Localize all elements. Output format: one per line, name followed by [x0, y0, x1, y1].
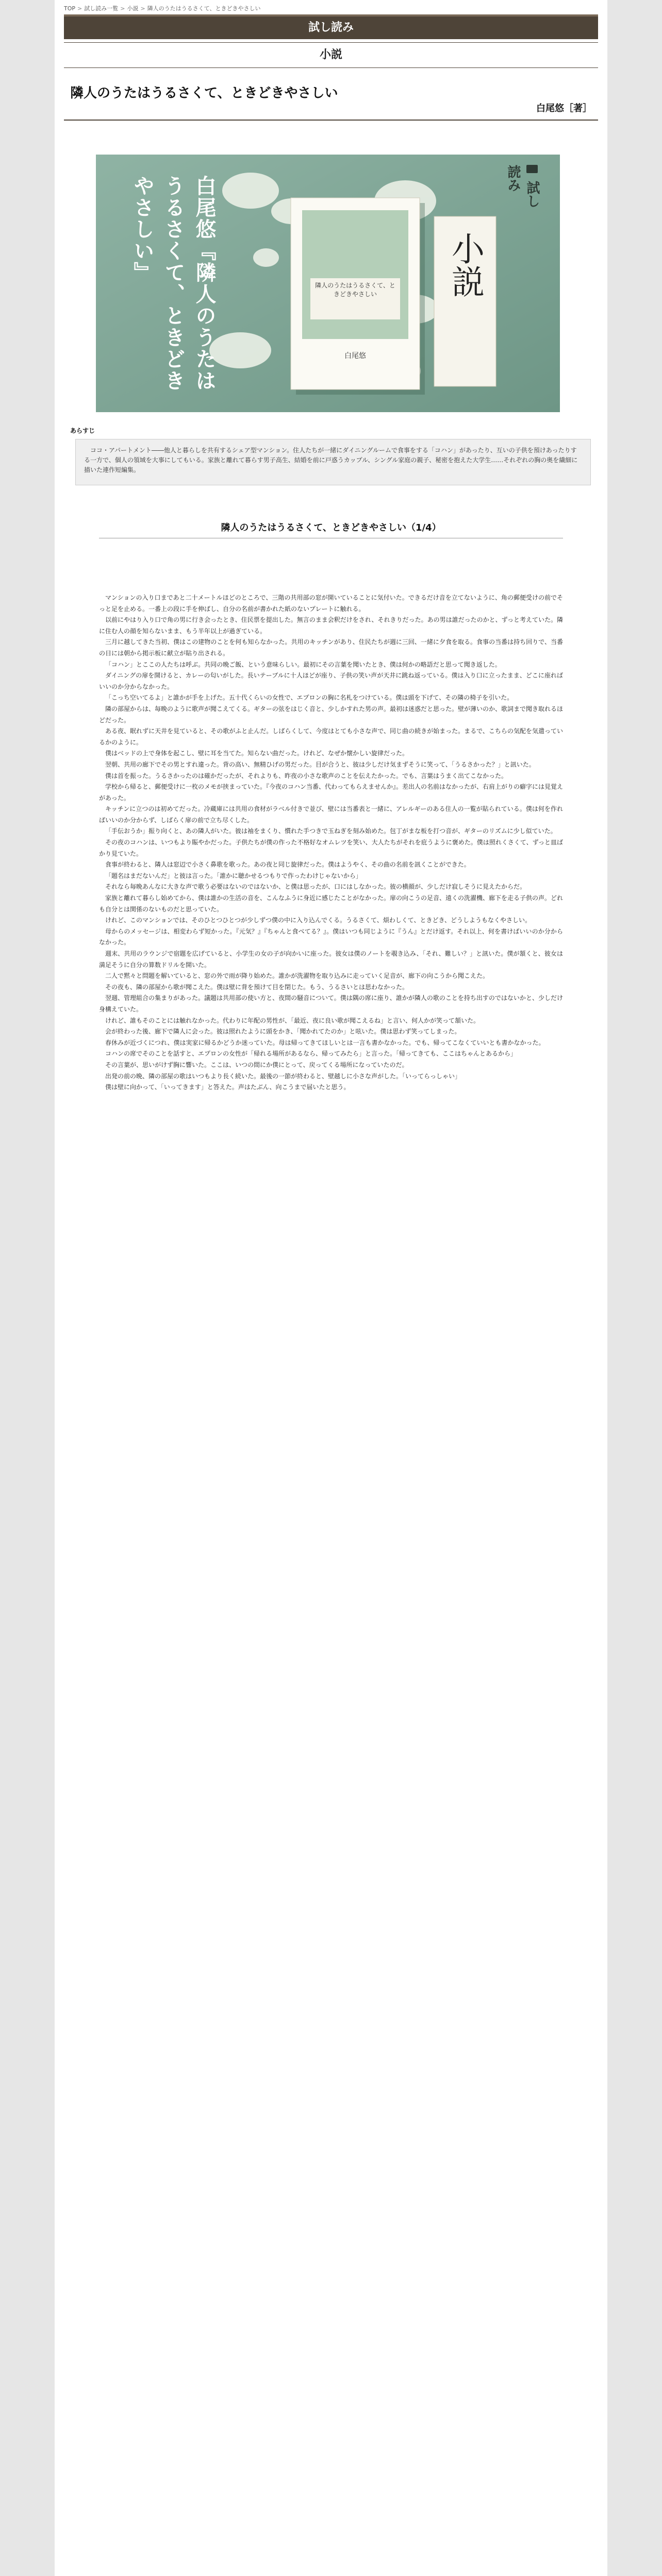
cover-kind-label: 小説: [446, 232, 484, 298]
story-paragraph: 学校から帰ると、郵便受けに一枚のメモが挟まっていた。『今夜のコハン当番、代わってもらえませんか』。差出人の名前はなかったが、右肩上がりの癖字には見覚えがあった。: [99, 783, 563, 802]
story-paragraph: 三月に越してきた当初、僕はこの建物のことを何も知らなかった。共用のキッチンがあり、住民たちが週に三回、一緒に夕食を取る。食事の当番は持ち回りで、当番の日には朝から掲示板に献立が貼り出される。: [99, 638, 563, 657]
synopsis-box: ココ・アパートメント――他人と暮らしを共有するシェア型マンション。住人たちが一緒にダイニングルームで食事をする「コハン」があったり、互いの子供を預けあったりする一方で、個人の領域を大事にしてもいる。家族と離れて暮らす男子高生、結婚を前に戸惑うカップル、シングル家庭の親子、秘密を抱えた大学生……それぞれの胸の奥を繊細に描いた連作短編集。: [75, 439, 591, 485]
story-paragraph: 翌週、管理組合の集まりがあった。議題は共用部の使い方と、夜間の騒音について。僕は隅の席に座り、誰かが隣人の歌のことを持ち出すのではないかと、少しだけ身構えていた。: [99, 994, 563, 1013]
story-paragraph: 「題名はまだないんだ」と彼は言った。「誰かに聴かせるつもりで作ったわけじゃないから」: [105, 872, 362, 879]
breadcrumb-separator: >: [120, 5, 125, 12]
cover-book-author: 白尾悠: [344, 352, 366, 360]
breadcrumb-separator: >: [77, 5, 82, 12]
story-paragraph: ダイニングの扉を開けると、カレーの匂いがした。長いテーブルに十人ほどが座り、子供の笑い声が天井に跳ね返っている。僕は入り口に立ったまま、どこに座ればいいのか分からなかった。: [99, 672, 563, 690]
synopsis-label: あらすじ: [70, 427, 95, 434]
story-paragraph: 僕は壁に向かって、「いってきます」と答えた。声はたぶん、向こうまで届いたと思う。: [105, 1083, 350, 1091]
hero-image: [96, 155, 560, 412]
book-cover-art: [302, 210, 408, 339]
story-paragraph: けれど、誰もそのことには触れなかった。代わりに年配の男性が、「最近、夜に良い歌が聞こえるね」と言い、何人かが笑って頷いた。: [105, 1016, 480, 1024]
page: [55, 0, 607, 2576]
story-paragraph: 「手伝おうか」振り向くと、あの隣人がいた。彼は袖をまくり、慣れた手つきで玉ねぎを刻み始めた。包丁がまな板を打つ音が、ギターのリズムに少し似ていた。: [105, 827, 557, 835]
story-paragraph: 家族と離れて暮らし始めてから、僕は誰かの生活の音を、こんなふうに身近に感じたことがなかった。扉の向こうの足音、遠くの洗濯機、廊下を走る子供の声。どれも自分とは関係のないものだと思っていた。: [99, 894, 563, 913]
work-author: 白尾悠［著］: [536, 103, 592, 114]
story-paragraph: 「こっち空いてるよ」と誰かが手を上げた。五十代くらいの女性で、エプロンの胸に名札をつけている。僕は頭を下げて、その隣の椅子を引いた。: [105, 694, 514, 702]
story-paragraph: 以前にやはり入り口で角の男に行き会ったとき、住民票を提出した。無言のまま会釈だけをされ、それきりだった。あの男は誰だったのかと、ずっと考えていた。隣に住む人の顔を知らないまま、もう半年以上が過ぎている。: [99, 616, 563, 635]
story-paragraph: その言葉が、思いがけず胸に響いた。ここは、いつの間にか僕にとって、戻ってくる場所になっていたのだ。: [105, 1061, 408, 1069]
story-paragraph: 「コハン」とここの人たちは呼ぶ。共同の晩ご飯、という意味らしい。最初にその言葉を聞いたとき、僕は何かの略語だと思って聞き返した。: [105, 660, 501, 668]
story-paragraph: 母からのメッセージは、相変わらず短かった。『元気？』『ちゃんと食べてる？』。僕はいつも同じように『うん』とだけ返す。それ以上、何を書けばいいのか分からなかった。: [99, 927, 563, 946]
cover-vertical-title: 白尾悠『隣人のうたはうるさくて、ときどきやさしい』: [130, 175, 217, 392]
story-paragraph: 僕は首を振った。うるさかったのは確かだったが、それよりも、昨夜の小さな歌声のことを伝えたかった。でも、言葉はうまく出てこなかった。: [105, 772, 508, 779]
story-paragraph: その夜のコハンは、いつもより賑やかだった。子供たちが僕の作った不格好なオムレツを笑い、大人たちがそれを庇うように褒めた。僕は照れくさくて、ずっと皿ばかり見ていた。: [99, 839, 563, 857]
title-divider: [64, 120, 598, 121]
story-body: [99, 592, 563, 2576]
story-paragraph: 食事が終わると、隣人は窓辺で小さく鼻歌を歌った。あの夜と同じ旋律だった。僕はようやく、その曲の名前を訊くことができた。: [105, 861, 470, 869]
story-paragraph: 僕はベッドの上で身体を起こし、壁に耳を当てた。知らない曲だった。けれど、なぜか懐かしい旋律だった。: [105, 750, 409, 757]
cover-tag-label: [475, 165, 542, 211]
story-paragraph: けれど、このマンションでは、そのひとつひとつが少しずつ僕の中に入り込んでくる。うるさくて、煩わしくて、ときどき、どうしようもなくやさしい。: [105, 917, 532, 924]
story-paragraph: コハンの席でそのことを話すと、エプロンの女性が「帰れる場所があるなら、帰ってみたら」と言った。「帰ってきても、ここはちゃんとあるから」: [105, 1050, 517, 1058]
breadcrumb-current: 隣人のうたはうるさくて、ときどきやさしい: [147, 5, 261, 12]
story-paragraph: 週末、共用のラウンジで宿題を広げていると、小学生の女の子が向かいに座った。彼女は僕のノートを覗き込み、「それ、難しい？」と訊いた。僕が頷くと、彼女は満足そうに自分の算数ドリルを開いた。: [99, 950, 563, 969]
story-paragraph: 春休みが近づくにつれ、僕は実家に帰るかどうか迷っていた。母は帰ってきてほしいとは一言も書かなかった。でも、帰ってこなくていいとも書かなかった。: [105, 1039, 545, 1046]
book-icon: [526, 165, 538, 173]
subcategory-header: 小説: [64, 42, 598, 68]
cover-tag-text: 試し読み: [505, 165, 540, 208]
story-paragraph: 出発の前の晩、隣の部屋の歌はいつもより長く続いた。最後の一節が終わると、壁越しに小さな声がした。「いってらっしゃい」: [105, 1072, 461, 1080]
story-paragraph: 会が終わった後、廊下で隣人に会った。彼は照れたように頭をかき、「聞かれてたのか」と呟いた。僕は思わず笑ってしまった。: [105, 1028, 461, 1036]
story-paragraph: マンションの入り口まであと二十メートルほどのところで、三階の共用部の窓が開いていることに気付いた。できるだけ音を立てないように、角の郵便受けの前でそっと足を止める。一番上の段に手を伸ばし、自分の名前が書かれた紙のないプレートに触れる。: [99, 594, 563, 613]
story-paragraph: 隣の部屋からは、毎晩のように歌声が聞こえてくる。ギターの弦をはじく音と、少しかすれた男の声。最初は迷惑だと思った。壁が薄いのか、歌詞まで聞き取れるほどだった。: [99, 705, 563, 724]
story-paragraph: それなら毎晩あんなに大きな声で歌う必要はないのではないか、と僕は思ったが、口にはしなかった。彼の横顔が、少しだけ寂しそうに見えたからだ。: [105, 883, 526, 891]
story-paragraph: その夜も、隣の部屋から歌が聞こえた。僕は壁に背を預けて目を閉じた。もう、うるさいとは思わなかった。: [105, 983, 409, 991]
story-paragraph: キッチンに立つのは初めてだった。冷蔵庫には共用の食材がラベル付きで並び、壁には当番表と一緒に、アレルギーのある住人の一覧が貼られている。僕は何を作ればいいのか分からず、しばらく扉の前で立ち尽くした。: [99, 805, 563, 824]
story-paragraph: 翌朝、共用の廊下でその男とすれ違った。背の高い、無精ひげの男だった。目が合うと、彼は少しだけ気まずそうに笑って、「うるさかった？」と訊いた。: [105, 760, 535, 768]
breadcrumb-novel-link[interactable]: 小説: [127, 5, 139, 12]
category-header: 試し読み: [64, 14, 598, 39]
work-title: 隣人のうたはうるさくて、ときどきやさしい: [70, 86, 338, 101]
story-paragraph: ある夜、眠れずに天井を見ていると、その歌がふと止んだ。しばらくして、今度はとても小さな声で、同じ曲の続きが始まった。まるで、こちらの気配を気遣っているかのように。: [99, 727, 563, 746]
breadcrumb-top-link[interactable]: TOP: [64, 5, 76, 12]
breadcrumb: [64, 4, 598, 12]
breadcrumb-separator: >: [140, 5, 145, 12]
breadcrumb-list-link[interactable]: 試し読み一覧: [84, 5, 119, 12]
story-paragraph: 二人で黙々と問題を解いていると、窓の外で雨が降り始めた。誰かが洗濯物を取り込みに走っていく足音が、廊下の向こうから聞こえた。: [105, 972, 489, 980]
chapter-title: 隣人のうたはうるさくて、ときどきやさしい（1/4）: [221, 522, 441, 533]
cover-book-title: 隣人のうたはうるさくて、ときどきやさしい: [315, 282, 395, 298]
